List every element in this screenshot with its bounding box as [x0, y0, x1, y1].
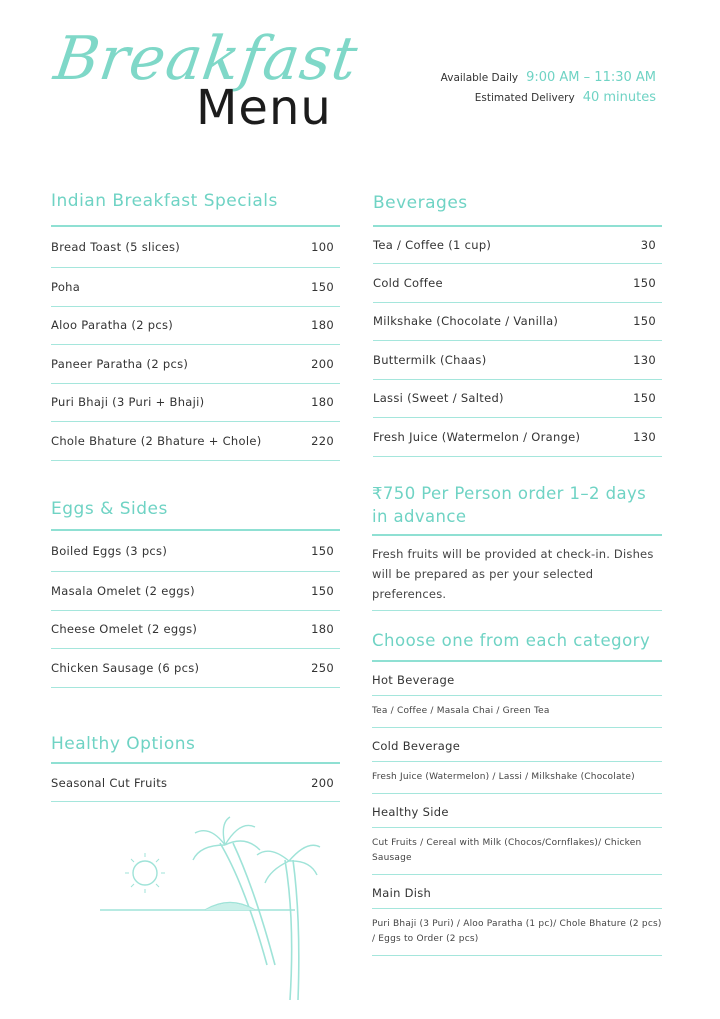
category-options: Tea / Coffee / Masala Chai / Green Tea [372, 696, 662, 728]
item-name: Milkshake (Chocolate / Vanilla) [373, 314, 559, 329]
available-label: Available Daily [440, 72, 519, 84]
item-name: Bread Toast (5 slices) [51, 240, 181, 254]
item-price: 150 [311, 544, 334, 558]
item-name: Boiled Eggs (3 pcs) [51, 544, 168, 558]
item-name: Buttermilk (Chaas) [373, 352, 487, 367]
section-package [372, 482, 662, 956]
delivery-value: 40 minutes [582, 90, 656, 105]
item-price: 200 [311, 775, 334, 790]
item-price: 220 [311, 433, 334, 448]
category-options: Puri Bhaji (3 Puri) / Aloo Paratha (1 pc)/ Chole Bhature (2 pcs) / Eggs to Order (2 pcs) [372, 909, 662, 956]
item-price: 250 [311, 660, 334, 675]
menu-item [51, 649, 340, 688]
menu-item [373, 264, 662, 303]
item-price: 180 [311, 318, 334, 333]
category-list [372, 662, 662, 956]
section-title: Healthy Options [51, 734, 340, 764]
script-title: Breakfast [50, 24, 363, 94]
available-info [441, 70, 656, 85]
item-name: Aloo Paratha (2 pcs) [51, 318, 174, 333]
section-title: Beverages [373, 193, 662, 227]
menu-item [373, 418, 662, 457]
category-name: Hot Beverage [372, 662, 662, 696]
menu-item [51, 531, 340, 572]
menu-item [51, 345, 340, 384]
package-offer: ₹750 Per Person order 1–2 days in advance [372, 482, 662, 536]
item-name: Seasonal Cut Fruits [51, 775, 168, 790]
available-value: 9:00 AM – 11:30 AM [526, 70, 656, 85]
item-price: 150 [311, 583, 334, 598]
page-title: Menu [196, 80, 332, 136]
menu-item [373, 380, 662, 419]
section-indian [51, 191, 340, 461]
category-name: Cold Beverage [372, 728, 662, 762]
item-price: 180 [311, 395, 334, 410]
delivery-info [475, 90, 656, 105]
item-price: 150 [633, 314, 656, 329]
item-name: Tea / Coffee (1 cup) [373, 238, 492, 252]
item-price: 150 [633, 275, 656, 290]
item-price: 100 [311, 240, 334, 254]
menu-item [51, 268, 340, 307]
menu-item [51, 611, 340, 650]
item-name: Puri Bhaji (3 Puri + Bhaji) [51, 395, 205, 410]
choose-title: Choose one from each category [372, 611, 662, 662]
menu-item [51, 422, 340, 461]
menu-item [373, 227, 662, 264]
beverages-list [373, 227, 662, 457]
item-name: Paneer Paratha (2 pcs) [51, 356, 189, 371]
category-options: Cut Fruits / Cereal with Milk (Chocos/Cornflakes)/ Chicken Sausage [372, 828, 662, 875]
section-beverages [373, 193, 662, 457]
item-name: Chicken Sausage (6 pcs) [51, 660, 200, 675]
item-price: 130 [633, 352, 656, 367]
section-healthy [51, 734, 340, 802]
item-price: 180 [311, 622, 334, 637]
menu-item [373, 303, 662, 342]
item-price: 200 [311, 356, 334, 371]
item-name: Lassi (Sweet / Salted) [373, 391, 504, 406]
item-price: 150 [311, 279, 334, 294]
menu-item [51, 764, 340, 802]
delivery-label: Estimated Delivery [474, 92, 575, 104]
menu-item [51, 572, 340, 611]
section-title: Indian Breakfast Specials [51, 191, 340, 227]
category-options: Fresh Juice (Watermelon) / Lassi / Milkshake (Chocolate) [372, 762, 662, 794]
category-name: Healthy Side [372, 794, 662, 828]
section-title: Eggs & Sides [51, 499, 340, 531]
item-price: 30 [640, 238, 656, 252]
item-price: 130 [633, 429, 656, 444]
menu-item [51, 227, 340, 268]
menu-item [51, 307, 340, 346]
category-name: Main Dish [372, 875, 662, 909]
item-name: Poha [51, 279, 81, 294]
eggs-list [51, 531, 340, 688]
item-name: Chole Bhature (2 Bhature + Chole) [51, 433, 262, 448]
item-name: Fresh Juice (Watermelon / Orange) [373, 429, 581, 444]
palm-beach-illustration [95, 815, 335, 1010]
healthy-list [51, 764, 340, 802]
item-name: Cheese Omelet (2 eggs) [51, 622, 198, 637]
section-eggs [51, 499, 340, 688]
item-price: 150 [633, 391, 656, 406]
menu-item [51, 384, 340, 423]
item-name: Cold Coffee [373, 275, 443, 290]
package-note: Fresh fruits will be provided at check-in. Dishes will be prepared as per your selected preferences. [372, 536, 662, 611]
indian-list [51, 227, 340, 461]
menu-item [373, 341, 662, 380]
item-name: Masala Omelet (2 eggs) [51, 583, 195, 598]
